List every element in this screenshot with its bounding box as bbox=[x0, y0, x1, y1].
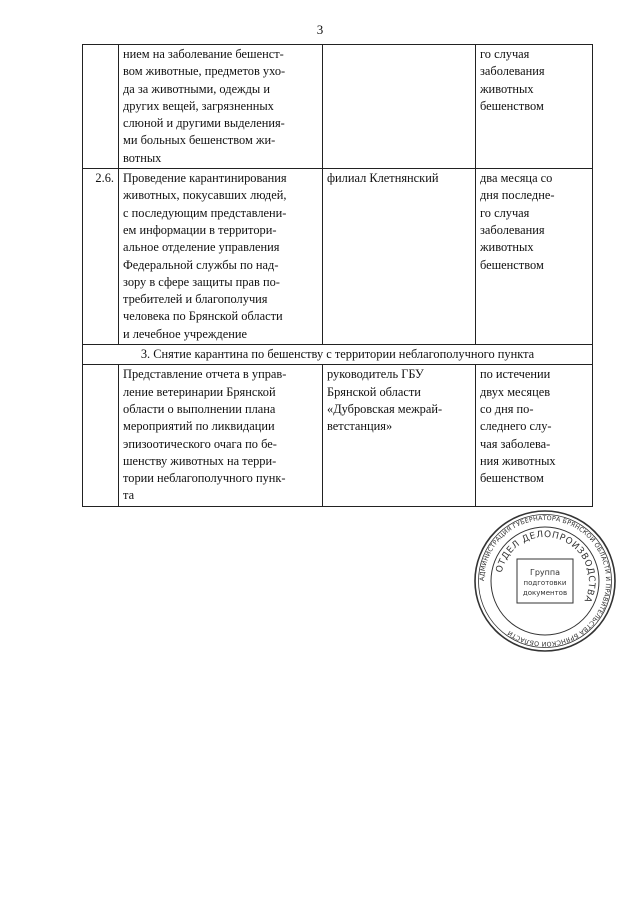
section-header-row bbox=[83, 345, 593, 365]
deadline-cell: по истечении двух месяцев со дня по- следнего слу- чая заболева- ния животных бешенством bbox=[476, 365, 593, 506]
item-number bbox=[83, 45, 119, 169]
stamp-center-line: документов bbox=[522, 589, 568, 597]
stamp-center-line: Группа bbox=[529, 568, 561, 577]
section-title: 3. Снятие карантина по бешенству с территории неблагополучного пункта bbox=[83, 345, 593, 365]
responsible-cell: филиал Клетнянский bbox=[323, 169, 476, 345]
item-number: 2.6. bbox=[83, 169, 119, 345]
stamp-inner-text: ОТДЕЛ ДЕЛОПРОИЗВОДСТВА bbox=[494, 529, 597, 605]
deadline-cell: го случая заболевания животных бешенством bbox=[476, 45, 593, 169]
responsible-cell: руководитель ГБУ Брянской области «Дубровская межрай- ветстанция» bbox=[323, 365, 476, 506]
action-plan-table bbox=[82, 44, 593, 507]
action-cell: нием на заболевание бешенст- вом животные, предметов ухо- да за животными, одежды и других вещей, загрязненных слюной и другими выделения- ми больных бешенством жи- вотных bbox=[119, 45, 323, 169]
deadline-cell: два месяца со дня последне- го случая заболевания животных бешенством bbox=[476, 169, 593, 345]
action-cell: Представление отчета в управ- ление ветеринарии Брянской области о выполнении плана мероприятий по ликвидации эпизоотического очага по бе- шенству животных на терри- тории неблагополучного пунк- та bbox=[119, 365, 323, 506]
table-row bbox=[83, 169, 593, 345]
office-stamp bbox=[470, 506, 620, 656]
action-cell: Проведение карантинирования животных, покусавших людей, с последующим представлени- ем информации в территори- альное отделение управления Федеральной службы по над- зору в сфере защиты прав по- требителей и благополучия человека по Брянской области и лечебное учреждение bbox=[119, 169, 323, 345]
responsible-cell bbox=[323, 45, 476, 169]
page-number: 3 bbox=[316, 22, 324, 37]
stamp-ring-text: АДМИНИСТРАЦИЯ ГУБЕРНАТОРА БРЯНСКОЙ ОБЛАСТИ И ПРАВИТЕЛЬСТВА БРЯНСКОЙ ОБЛАСТИ bbox=[478, 514, 612, 648]
table-row bbox=[83, 365, 593, 506]
item-number bbox=[83, 365, 119, 506]
table-row bbox=[83, 45, 593, 169]
stamp-center-line: подготовки bbox=[523, 579, 567, 587]
